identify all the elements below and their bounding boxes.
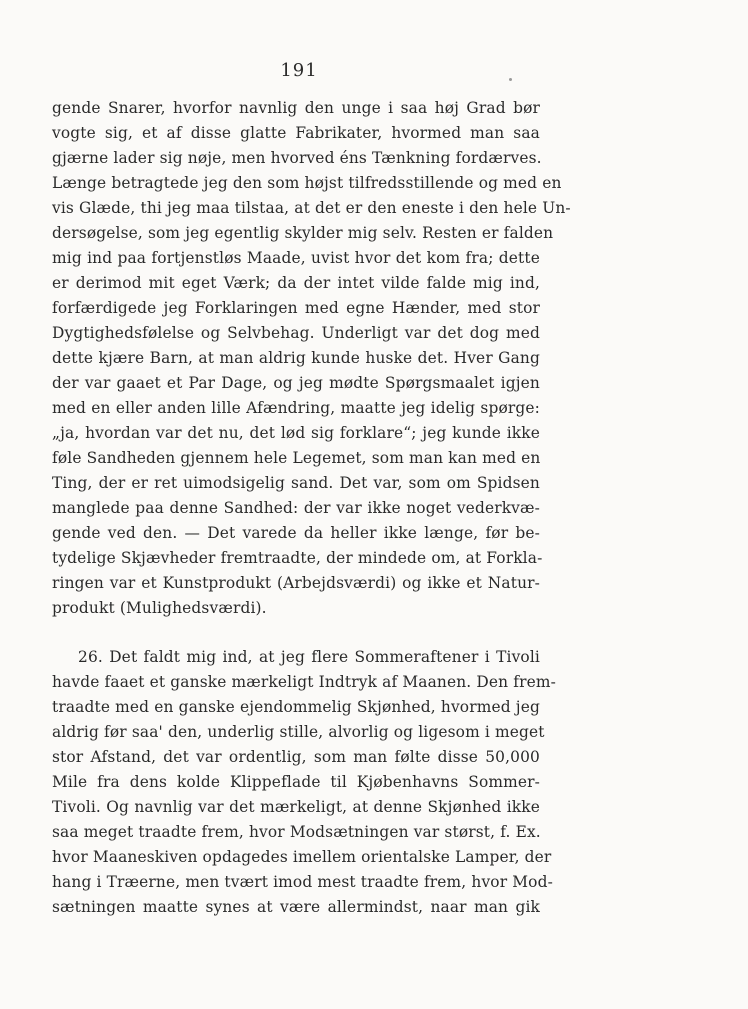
text-line: gende ved den. — Det varede da heller ikke længe, før be- (52, 524, 540, 542)
text-line: sætningen maatte synes at være allermindst, naar man gik (52, 898, 540, 916)
page-number: 191 (280, 60, 318, 81)
text-line: traadte med en ganske ejendommelig Skjønhed, hvormed jeg (52, 698, 540, 716)
text-line: hvor Maaneskiven opdagedes imellem orientalske Lamper, der (52, 848, 552, 866)
text-line: gjærne lader sig nøje, men hvorved éns Tænkning fordærves. (52, 149, 542, 167)
text-line: dersøgelse, som jeg egentlig skylder mig selv. Resten er falden (52, 224, 554, 242)
text-line: „ja, hvordan var det nu, det lød sig forklare“; jeg kunde ikke (52, 424, 540, 442)
text-line: Mile fra dens kolde Klippeflade til Kjøbenhavns Sommer- (52, 773, 540, 791)
text-line: Dygtighedsfølelse og Selvbehag. Underligt var det dog med (52, 324, 540, 342)
text-line: aldrig før saa' den, underlig stille, alvorlig og ligesom i meget (52, 723, 545, 741)
text-line: er derimod mit eget Værk; da der intet vilde falde mig ind, (52, 274, 540, 292)
text-line: hang i Træerne, men tvært imod mest traadte frem, hvor Mod- (52, 873, 553, 891)
text-line: gende Snarer, hvorfor navnlig den unge i saa høj Grad bør (52, 99, 540, 117)
text-line: produkt (Mulighedsværdi). (52, 599, 267, 617)
text-line: 26. Det faldt mig ind, at jeg flere Sommeraftener i Tivoli (78, 648, 540, 666)
text-line: tydelige Skjævheder fremtraadte, der mindede om, at Forkla- (52, 549, 543, 567)
text-line: forfærdigede jeg Forklaringen med egne Hænder, med stor (52, 299, 540, 317)
text-line: mig ind paa fortjenstløs Maade, uvist hvor det kom fra; dette (52, 249, 540, 267)
text-line: saa meget traadte frem, hvor Modsætningen var størst, f. Ex. (52, 823, 541, 841)
text-line: dette kjære Barn, at man aldrig kunde huske det. Hver Gang (52, 349, 540, 367)
text-line: Tivoli. Og navnlig var det mærkeligt, at denne Skjønhed ikke (52, 798, 540, 816)
scan-speck (509, 78, 512, 81)
text-line: med en eller anden lille Afændring, maatte jeg idelig spørge: (52, 399, 540, 417)
text-line: havde faaet et ganske mærkeligt Indtryk af Maanen. Den frem- (52, 673, 556, 691)
text-line: stor Afstand, det var ordentlig, som man følte disse 50,000 (52, 748, 540, 766)
text-line: manglede paa denne Sandhed: der var ikke noget vederkvæ- (52, 499, 540, 517)
text-line: ringen var et Kunstprodukt (Arbejdsværdi) og ikke et Natur- (52, 574, 540, 592)
text-line: vogte sig, et af disse glatte Fabrikater, hvormed man saa (52, 124, 540, 142)
text-line: føle Sandheden gjennem hele Legemet, som man kan med en (52, 449, 541, 467)
text-line: Ting, der er ret uimodsigelig sand. Det var, som om Spidsen (52, 474, 540, 492)
text-line: Længe betragtede jeg den som højst tilfredsstillende og med en (52, 174, 562, 192)
text-line: vis Glæde, thi jeg maa tilstaa, at det er den eneste i den hele Un- (52, 199, 571, 217)
text-line: der var gaaet et Par Dage, og jeg mødte Spørgsmaalet igjen (52, 374, 540, 392)
